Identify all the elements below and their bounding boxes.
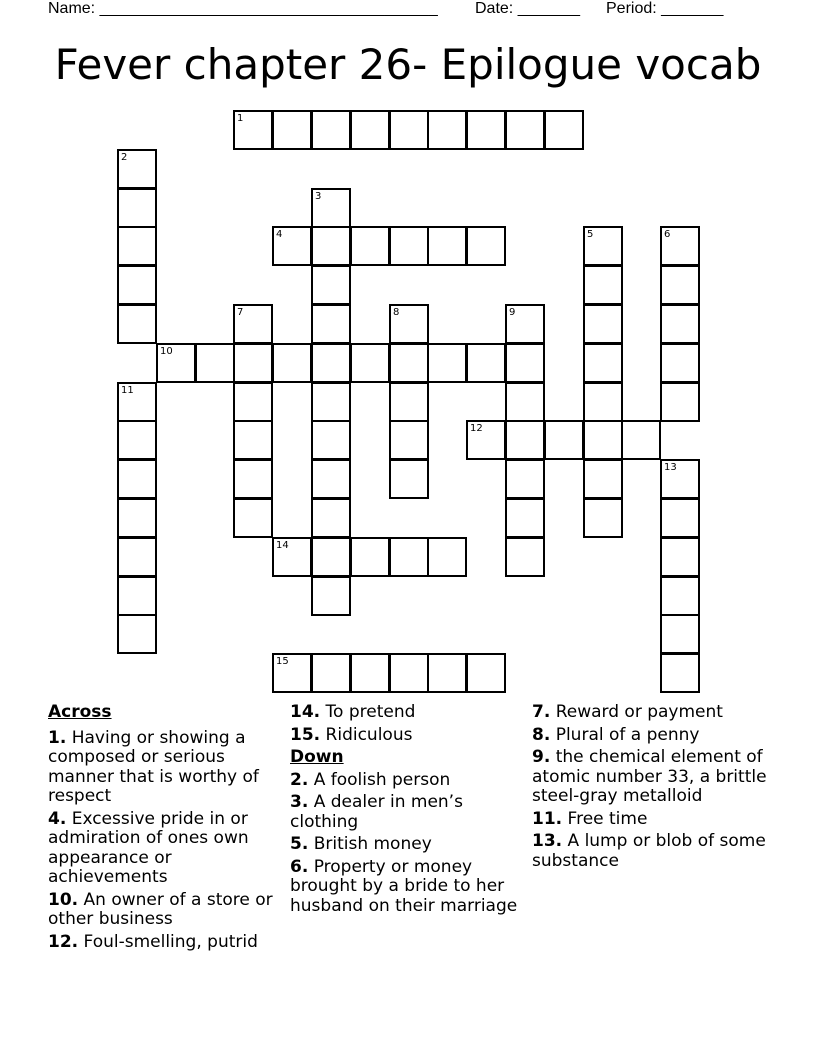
clue-text: the chemical element of atomic number 33, a brittle steel-gray metalloid: [532, 747, 767, 806]
clue-down-7: [532, 703, 768, 723]
crossword-cell[interactable]: [660, 343, 700, 383]
crossword-cell[interactable]: [389, 653, 429, 693]
crossword-cell[interactable]: [660, 576, 700, 616]
crossword-cell[interactable]: [311, 265, 351, 305]
clue-number: 9.: [532, 747, 551, 767]
crossword-cell[interactable]: [389, 304, 429, 344]
crossword-cell[interactable]: [583, 382, 623, 422]
clue-across-4: [48, 810, 280, 888]
crossword-cell[interactable]: [350, 653, 390, 693]
crossword-cell[interactable]: [156, 343, 196, 383]
clue-number-label: 3: [315, 191, 322, 202]
crossword-cell[interactable]: [660, 382, 700, 422]
crossword-cell[interactable]: [505, 304, 545, 344]
clue-number-label: 15: [276, 656, 289, 667]
clue-down-2: [290, 771, 524, 791]
clue-number-label: 7: [237, 307, 244, 318]
crossword-cell[interactable]: [660, 498, 700, 538]
clue-text: Excessive pride in or admiration of ones own appearance or achievements: [48, 808, 249, 887]
crossword-cell[interactable]: [311, 382, 351, 422]
crossword-cell[interactable]: [505, 110, 545, 150]
clue-down-3: [290, 793, 524, 832]
crossword-cell[interactable]: [233, 110, 273, 150]
crossword-cell[interactable]: [272, 226, 312, 266]
crossword-cell[interactable]: [427, 653, 467, 693]
crossword-cell[interactable]: [233, 420, 273, 460]
crossword-cell[interactable]: [311, 226, 351, 266]
crossword-cell[interactable]: [389, 226, 429, 266]
crossword-cell[interactable]: [427, 343, 467, 383]
clue-number-label: 8: [393, 307, 400, 318]
clues-column-1: [48, 703, 280, 955]
clue-number: 11.: [532, 808, 563, 829]
crossword-cell[interactable]: [272, 110, 312, 150]
clue-number: 12.: [48, 931, 79, 952]
crossword-cell[interactable]: [233, 304, 273, 344]
clue-number: 5.: [290, 834, 309, 854]
clue-text: Free time: [567, 808, 648, 829]
crossword-cell[interactable]: [505, 537, 545, 577]
crossword-cell[interactable]: [117, 420, 157, 460]
crossword-cell[interactable]: [660, 226, 700, 266]
clue-down-6: [290, 858, 524, 917]
crossword-cell[interactable]: [660, 537, 700, 577]
clue-number: 1.: [48, 727, 67, 748]
crossword-cell[interactable]: [389, 459, 429, 499]
crossword-cell[interactable]: [583, 420, 623, 460]
clue-text: Plural of a penny: [555, 724, 700, 745]
clue-text: A foolish person: [313, 769, 451, 790]
clue-text: Property or money brought by a bride to her husband on their marriage: [290, 856, 518, 916]
crossword-cell[interactable]: [117, 576, 157, 616]
crossword-cell[interactable]: [389, 110, 429, 150]
crossword-cell[interactable]: [427, 110, 467, 150]
crossword-cell[interactable]: [389, 382, 429, 422]
clue-number: 8.: [532, 724, 551, 745]
clue-down-5: [290, 835, 524, 855]
crossword-cell[interactable]: [311, 304, 351, 344]
crossword-cell[interactable]: [350, 226, 390, 266]
crossword-cell[interactable]: [583, 226, 623, 266]
clue-number-label: 9: [509, 307, 516, 318]
crossword-cell[interactable]: [117, 304, 157, 344]
clue-number-label: 1: [237, 113, 244, 124]
page-title: Fever chapter 26- Epilogue vocab: [54, 40, 762, 89]
clue-number-label: 12: [470, 423, 483, 434]
clue-number: 2.: [290, 769, 309, 790]
clue-number: 4.: [48, 808, 67, 829]
crossword-cell[interactable]: [117, 149, 157, 189]
crossword-cell[interactable]: [505, 382, 545, 422]
clue-down-11: [532, 810, 768, 830]
clue-text: A lump or blob of some substance: [532, 831, 766, 871]
clue-number: 10.: [48, 889, 79, 910]
clue-number: 7.: [532, 702, 551, 722]
crossword-cell[interactable]: [660, 265, 700, 305]
clue-across-14: [290, 703, 524, 723]
crossword-cell[interactable]: [427, 226, 467, 266]
crossword-cell[interactable]: [117, 265, 157, 305]
crossword-cell[interactable]: [350, 537, 390, 577]
crossword-cell[interactable]: [466, 420, 506, 460]
clue-down-13: [532, 832, 768, 871]
clue-number: 14.: [290, 702, 321, 722]
crossword-cell[interactable]: [389, 537, 429, 577]
crossword-cell[interactable]: [233, 382, 273, 422]
clue-down-9: [532, 748, 768, 807]
crossword-cell[interactable]: [621, 420, 661, 460]
clue-number: 15.: [290, 724, 321, 745]
crossword-cell[interactable]: [389, 343, 429, 383]
crossword-cell[interactable]: [350, 343, 390, 383]
clue-number-label: 5: [587, 229, 594, 240]
clue-number-label: 13: [664, 462, 677, 473]
crossword-cell[interactable]: [311, 343, 351, 383]
crossword-cell[interactable]: [350, 110, 390, 150]
date-field[interactable]: Date: _______: [475, 0, 580, 17]
crossword-cell[interactable]: [272, 537, 312, 577]
clue-number-label: 11: [121, 385, 134, 396]
crossword-cell[interactable]: [272, 653, 312, 693]
crossword-cell[interactable]: [466, 653, 506, 693]
crossword-cell[interactable]: [660, 614, 700, 654]
crossword-cell[interactable]: [117, 498, 157, 538]
crossword-cell[interactable]: [233, 498, 273, 538]
clue-number-label: 2: [121, 152, 128, 163]
clue-down-8: [532, 726, 768, 746]
clue-across-15: [290, 726, 524, 746]
crossword-cell[interactable]: [311, 420, 351, 460]
crossword-cell[interactable]: [583, 304, 623, 344]
crossword-cell[interactable]: [117, 537, 157, 577]
clue-text: Foul-smelling, putrid: [83, 931, 258, 952]
crossword-cell[interactable]: [311, 188, 351, 228]
crossword-cell[interactable]: [117, 614, 157, 654]
clue-text: An owner of a store or other business: [48, 889, 273, 929]
clue-text: Ridiculous: [325, 724, 413, 745]
across-heading: Across: [48, 702, 112, 722]
crossword-cell[interactable]: [583, 459, 623, 499]
crossword-cell[interactable]: [505, 498, 545, 538]
crossword-cell[interactable]: [505, 459, 545, 499]
period-field[interactable]: Period: _______: [606, 0, 724, 17]
crossword-cell[interactable]: [660, 459, 700, 499]
crossword-cell[interactable]: [311, 459, 351, 499]
crossword-cell[interactable]: [311, 498, 351, 538]
crossword-cell[interactable]: [466, 343, 506, 383]
crossword-cell[interactable]: [311, 537, 351, 577]
clue-number: 3.: [290, 792, 309, 812]
crossword-cell[interactable]: [583, 498, 623, 538]
crossword-cell[interactable]: [117, 226, 157, 266]
crossword-cell[interactable]: [583, 265, 623, 305]
crossword-cell[interactable]: [272, 343, 312, 383]
crossword-cell[interactable]: [311, 576, 351, 616]
crossword-cell[interactable]: [583, 343, 623, 383]
crossword-cell[interactable]: [117, 459, 157, 499]
crossword-cell[interactable]: [233, 343, 273, 383]
crossword-cell[interactable]: [466, 226, 506, 266]
clue-across-10: [48, 891, 280, 930]
clue-number-label: 10: [160, 346, 173, 357]
clue-number: 6.: [290, 856, 309, 877]
clue-number: 13.: [532, 831, 563, 851]
clue-text: Reward or payment: [555, 702, 723, 722]
crossword-cell[interactable]: [195, 343, 235, 383]
crossword-cell[interactable]: [117, 382, 157, 422]
clue-text: To pretend: [325, 702, 416, 722]
clues-column-3: [532, 703, 768, 874]
crossword-cell[interactable]: [505, 420, 545, 460]
crossword-cell[interactable]: [544, 110, 584, 150]
crossword-cell[interactable]: [311, 653, 351, 693]
crossword-cell[interactable]: [660, 304, 700, 344]
crossword-cell[interactable]: [233, 459, 273, 499]
name-field[interactable]: Name: ______________________________________: [48, 0, 438, 17]
crossword-cell[interactable]: [427, 537, 467, 577]
clue-text: A dealer in men’s clothing: [290, 792, 463, 832]
crossword-cell[interactable]: [389, 420, 429, 460]
crossword-cell[interactable]: [660, 653, 700, 693]
crossword-cell[interactable]: [117, 188, 157, 228]
crossword-cell[interactable]: [544, 420, 584, 460]
clue-across-1: [48, 729, 280, 807]
clues-column-2: [290, 703, 524, 919]
crossword-cell[interactable]: [505, 343, 545, 383]
clue-text: Having or showing a composed or serious manner that is worthy of respect: [48, 727, 259, 806]
down-heading: Down: [290, 747, 344, 767]
crossword-cell[interactable]: [311, 110, 351, 150]
clue-number-label: 4: [276, 229, 283, 240]
crossword-cell[interactable]: [466, 110, 506, 150]
clue-text: British money: [313, 834, 432, 854]
clue-across-12: [48, 933, 280, 953]
clue-number-label: 14: [276, 540, 289, 551]
clue-number-label: 6: [664, 229, 671, 240]
